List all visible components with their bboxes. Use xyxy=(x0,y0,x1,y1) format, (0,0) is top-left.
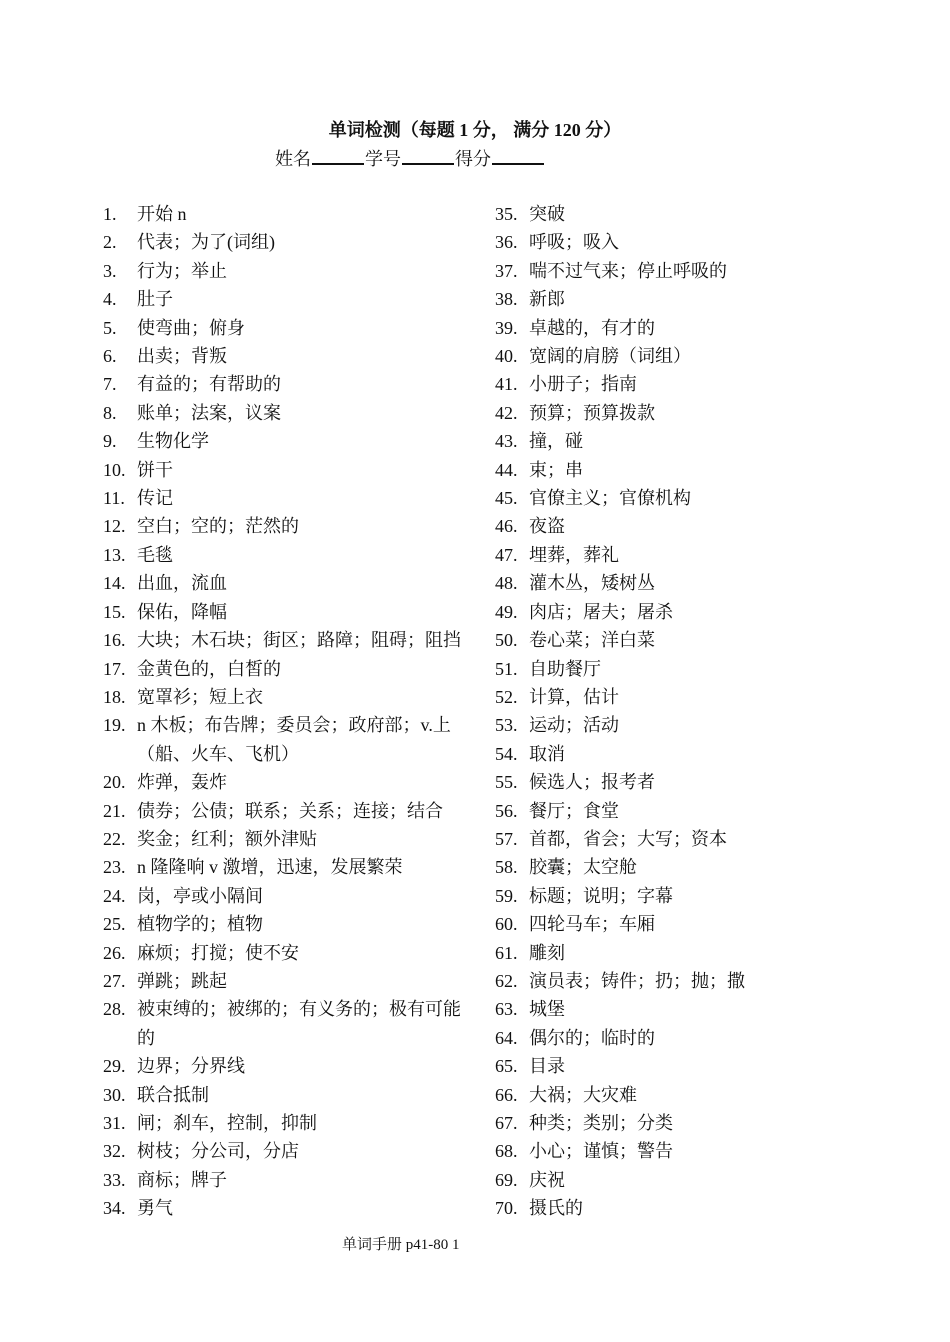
item-text: n 木板；布告牌；委员会；政府部；v.上（船、火车、飞机） xyxy=(137,715,451,764)
name-blank xyxy=(312,147,364,165)
item-text: 行为；举止 xyxy=(137,260,227,281)
item-number: 10. xyxy=(103,459,126,480)
item-number: 42. xyxy=(495,402,518,423)
item-text: 新郎 xyxy=(529,289,565,310)
item-number: 7. xyxy=(103,374,117,395)
item-text: 饼干 xyxy=(137,459,173,480)
vocab-item xyxy=(495,910,875,938)
vocab-item xyxy=(495,1024,875,1052)
vocab-item xyxy=(495,541,875,569)
item-number: 23. xyxy=(103,857,126,878)
vocab-item xyxy=(103,768,463,796)
item-number: 6. xyxy=(103,346,117,367)
vocab-item xyxy=(103,200,463,228)
item-text: 使弯曲；俯身 xyxy=(137,317,245,338)
item-text: 闸；刹车，控制，抑制 xyxy=(137,1113,317,1133)
vocab-item xyxy=(103,683,463,711)
item-text: 植物学的；植物 xyxy=(137,914,263,935)
item-number: 35. xyxy=(495,204,518,224)
vocab-item xyxy=(103,598,463,626)
item-text: 麻烦；打搅；使不安 xyxy=(137,942,299,963)
item-text: 灌木丛，矮树丛 xyxy=(529,573,655,594)
item-number: 60. xyxy=(495,914,518,935)
item-text: 大祸；大灾难 xyxy=(529,1084,637,1105)
vocab-item xyxy=(495,882,875,910)
item-text: 账单；法案，议案 xyxy=(137,402,281,423)
item-text: 计算，估计 xyxy=(529,686,619,707)
item-number: 69. xyxy=(495,1169,518,1190)
vocab-item xyxy=(495,797,875,825)
vocab-item xyxy=(495,1052,875,1080)
item-text: 传记 xyxy=(137,488,173,509)
item-text: 宽罩衫；短上衣 xyxy=(137,686,263,707)
item-text: 四轮马车；车厢 xyxy=(529,914,655,935)
item-text: 偶尔的；临时的 xyxy=(529,1027,655,1048)
vocab-item xyxy=(495,1194,875,1222)
item-number: 62. xyxy=(495,970,518,991)
vocab-item xyxy=(103,399,463,427)
student-info-line xyxy=(0,145,820,171)
item-number: 44. xyxy=(495,459,518,480)
vocab-item xyxy=(495,512,875,540)
vocab-item xyxy=(103,1081,463,1109)
item-number: 56. xyxy=(495,800,518,821)
item-number: 21. xyxy=(103,800,126,821)
item-number: 8. xyxy=(103,402,117,423)
item-number: 67. xyxy=(495,1113,518,1133)
item-number: 9. xyxy=(103,431,117,452)
item-text: 候选人；报考者 xyxy=(529,772,655,793)
item-number: 63. xyxy=(495,999,518,1020)
item-number: 30. xyxy=(103,1084,126,1105)
item-text: 小心；谨慎；警告 xyxy=(529,1141,673,1162)
item-number: 36. xyxy=(495,232,518,253)
item-number: 34. xyxy=(103,1198,126,1219)
item-text: 标题；说明；字幕 xyxy=(529,885,673,906)
item-text: 肚子 xyxy=(137,289,173,310)
item-text: 出血，流血 xyxy=(137,573,227,594)
item-text: 开始 n xyxy=(137,204,187,224)
vocab-item xyxy=(495,370,875,398)
vocab-item xyxy=(103,1052,463,1080)
vocab-item xyxy=(495,228,875,256)
vocab-item xyxy=(495,853,875,881)
vocab-item xyxy=(103,342,463,370)
vocab-item xyxy=(495,314,875,342)
item-number: 52. xyxy=(495,686,518,707)
vocab-item xyxy=(495,285,875,313)
vocab-item xyxy=(103,569,463,597)
item-number: 58. xyxy=(495,857,518,878)
vocab-item xyxy=(103,939,463,967)
vocab-item xyxy=(495,342,875,370)
vocab-item xyxy=(495,939,875,967)
vocab-item xyxy=(495,484,875,512)
item-number: 68. xyxy=(495,1141,518,1162)
vocab-item xyxy=(495,967,875,995)
vocab-item xyxy=(495,1166,875,1194)
vocab-item xyxy=(495,683,875,711)
vocab-item xyxy=(495,200,875,228)
vocab-item xyxy=(495,427,875,455)
item-text: 演员表；铸件；扔；抛；撒 xyxy=(529,970,745,991)
vocab-item xyxy=(495,655,875,683)
vocab-item xyxy=(495,598,875,626)
item-number: 61. xyxy=(495,942,518,963)
item-text: 运动；活动 xyxy=(529,715,619,736)
item-number: 65. xyxy=(495,1056,518,1077)
vocab-item xyxy=(103,1166,463,1194)
item-text: 出卖；背叛 xyxy=(137,346,227,367)
item-number: 4. xyxy=(103,289,117,310)
item-text: 金黄色的，白皙的 xyxy=(137,658,281,679)
item-text: 官僚主义；官僚机构 xyxy=(529,488,691,509)
id-label: 学号 xyxy=(365,149,401,169)
item-text: 夜盗 xyxy=(529,516,565,537)
vocab-item xyxy=(103,314,463,342)
vocab-item xyxy=(103,456,463,484)
vocab-item xyxy=(103,711,463,768)
vocab-item xyxy=(495,825,875,853)
item-text: 突破 xyxy=(529,204,565,224)
item-text: 弹跳；跳起 xyxy=(137,970,227,991)
item-text: 奖金；红利；额外津贴 xyxy=(137,828,317,849)
item-text: 岗，亭或小隔间 xyxy=(137,885,263,906)
item-number: 17. xyxy=(103,658,126,679)
vocab-item xyxy=(103,285,463,313)
item-text: 肉店；屠夫；屠杀 xyxy=(529,601,673,622)
item-text: 商标；牌子 xyxy=(137,1169,227,1190)
item-number: 24. xyxy=(103,885,126,906)
vocab-item xyxy=(103,882,463,910)
item-number: 28. xyxy=(103,999,126,1020)
item-number: 33. xyxy=(103,1169,126,1190)
vocab-item xyxy=(103,797,463,825)
item-number: 47. xyxy=(495,544,518,565)
item-number: 14. xyxy=(103,573,126,594)
item-text: 大块；木石块；街区；路障；阻碍；阻挡 xyxy=(137,630,461,651)
item-number: 32. xyxy=(103,1141,126,1162)
item-number: 50. xyxy=(495,630,518,651)
item-text: 摄氏的 xyxy=(529,1198,583,1219)
item-text: 喘不过气来；停止呼吸的 xyxy=(529,260,727,281)
item-text: 生物化学 xyxy=(137,431,209,452)
vocab-item xyxy=(495,740,875,768)
vocab-item xyxy=(495,569,875,597)
vocab-item xyxy=(103,1109,463,1137)
item-number: 25. xyxy=(103,914,126,935)
item-text: 埋葬，葬礼 xyxy=(529,544,619,565)
item-text: 被束缚的；被绑的；有义务的；极有可能的 xyxy=(137,999,461,1048)
item-text: 宽阔的肩膀（词组） xyxy=(529,346,691,367)
item-number: 27. xyxy=(103,970,126,991)
item-number: 15. xyxy=(103,601,126,622)
item-text: 有益的；有帮助的 xyxy=(137,374,281,395)
vocab-item xyxy=(495,456,875,484)
item-number: 51. xyxy=(495,658,518,679)
item-number: 19. xyxy=(103,715,126,736)
vocab-item xyxy=(103,967,463,995)
vocab-item xyxy=(103,1194,463,1222)
vocab-item xyxy=(103,541,463,569)
item-text: 代表；为了(词组) xyxy=(137,232,275,253)
item-number: 43. xyxy=(495,431,518,452)
vocab-item xyxy=(495,1081,875,1109)
vocab-item xyxy=(103,853,463,881)
item-number: 1. xyxy=(103,204,117,224)
item-number: 39. xyxy=(495,317,518,338)
score-blank xyxy=(492,147,544,165)
right-column xyxy=(495,200,875,1223)
item-number: 16. xyxy=(103,630,126,651)
item-number: 5. xyxy=(103,317,117,338)
page-footer: 单词手册 p41-80 1 xyxy=(342,1237,460,1253)
id-blank xyxy=(402,147,454,165)
vocab-item xyxy=(103,427,463,455)
item-text: 小册子；指南 xyxy=(529,374,637,395)
item-text: 毛毯 xyxy=(137,544,173,565)
item-text: 卓越的，有才的 xyxy=(529,317,655,338)
item-number: 2. xyxy=(103,232,117,253)
vocab-item xyxy=(103,825,463,853)
item-number: 57. xyxy=(495,828,518,849)
item-number: 54. xyxy=(495,743,518,764)
vocab-item xyxy=(495,1109,875,1137)
vocab-item xyxy=(103,655,463,683)
item-number: 20. xyxy=(103,772,126,793)
vocab-item xyxy=(495,399,875,427)
item-text: 餐厅；食堂 xyxy=(529,800,619,821)
item-number: 53. xyxy=(495,715,518,736)
item-number: 29. xyxy=(103,1056,126,1077)
item-number: 45. xyxy=(495,488,518,509)
item-number: 46. xyxy=(495,516,518,537)
item-text: 联合抵制 xyxy=(137,1084,209,1105)
item-number: 49. xyxy=(495,601,518,622)
item-text: 炸弹，轰炸 xyxy=(137,772,227,793)
item-text: 庆祝 xyxy=(529,1169,565,1190)
vocab-item xyxy=(103,228,463,256)
item-text: 目录 xyxy=(529,1056,565,1077)
item-text: n 隆隆响 v 激增，迅速，发展繁荣 xyxy=(137,857,403,878)
item-number: 38. xyxy=(495,289,518,310)
item-text: 首都，省会；大写；资本 xyxy=(529,828,727,849)
item-text: 自助餐厅 xyxy=(529,658,601,679)
item-text: 树枝；分公司，分店 xyxy=(137,1141,299,1162)
vocab-item xyxy=(495,257,875,285)
item-text: 种类；类别；分类 xyxy=(529,1113,673,1133)
item-number: 41. xyxy=(495,374,518,395)
item-text: 空白；空的；茫然的 xyxy=(137,516,299,537)
item-text: 保佑，降幅 xyxy=(137,601,227,622)
item-number: 31. xyxy=(103,1113,126,1133)
vocab-item xyxy=(103,484,463,512)
left-column xyxy=(103,200,463,1223)
item-number: 70. xyxy=(495,1198,518,1219)
item-number: 3. xyxy=(103,260,117,281)
vocab-item xyxy=(495,626,875,654)
item-number: 55. xyxy=(495,772,518,793)
vocab-item xyxy=(495,1137,875,1165)
item-text: 取消 xyxy=(529,743,565,764)
item-number: 59. xyxy=(495,885,518,906)
item-text: 卷心菜；洋白菜 xyxy=(529,630,655,651)
item-number: 66. xyxy=(495,1084,518,1105)
vocab-item xyxy=(103,626,463,654)
item-text: 胶囊；太空舱 xyxy=(529,857,637,878)
item-number: 22. xyxy=(103,828,126,849)
item-number: 64. xyxy=(495,1027,518,1048)
item-text: 边界；分界线 xyxy=(137,1056,245,1077)
item-number: 40. xyxy=(495,346,518,367)
vocab-item xyxy=(103,257,463,285)
item-number: 26. xyxy=(103,942,126,963)
vocab-item xyxy=(103,910,463,938)
vocab-item xyxy=(103,995,463,1052)
item-text: 雕刻 xyxy=(529,942,565,963)
item-number: 12. xyxy=(103,516,126,537)
item-text: 束；串 xyxy=(529,459,583,480)
score-label: 得分 xyxy=(455,149,491,169)
item-number: 48. xyxy=(495,573,518,594)
item-text: 勇气 xyxy=(137,1198,173,1219)
item-text: 债券；公债；联系；关系；连接；结合 xyxy=(137,800,443,821)
item-text: 城堡 xyxy=(529,999,565,1020)
vocab-item xyxy=(495,995,875,1023)
item-number: 18. xyxy=(103,686,126,707)
item-text: 呼吸；吸入 xyxy=(529,232,619,253)
page-title: 单词检测（每题 1 分， 满分 120 分） xyxy=(328,120,622,140)
name-label: 姓名 xyxy=(275,149,311,169)
vocab-item xyxy=(103,370,463,398)
item-text: 预算；预算拨款 xyxy=(529,402,655,423)
vocab-item xyxy=(103,1137,463,1165)
item-text: 撞，碰 xyxy=(529,431,583,452)
vocab-item xyxy=(495,711,875,739)
vocab-item xyxy=(495,768,875,796)
vocab-item xyxy=(103,512,463,540)
item-number: 13. xyxy=(103,544,126,565)
item-number: 37. xyxy=(495,260,518,281)
item-number: 11. xyxy=(103,488,125,509)
